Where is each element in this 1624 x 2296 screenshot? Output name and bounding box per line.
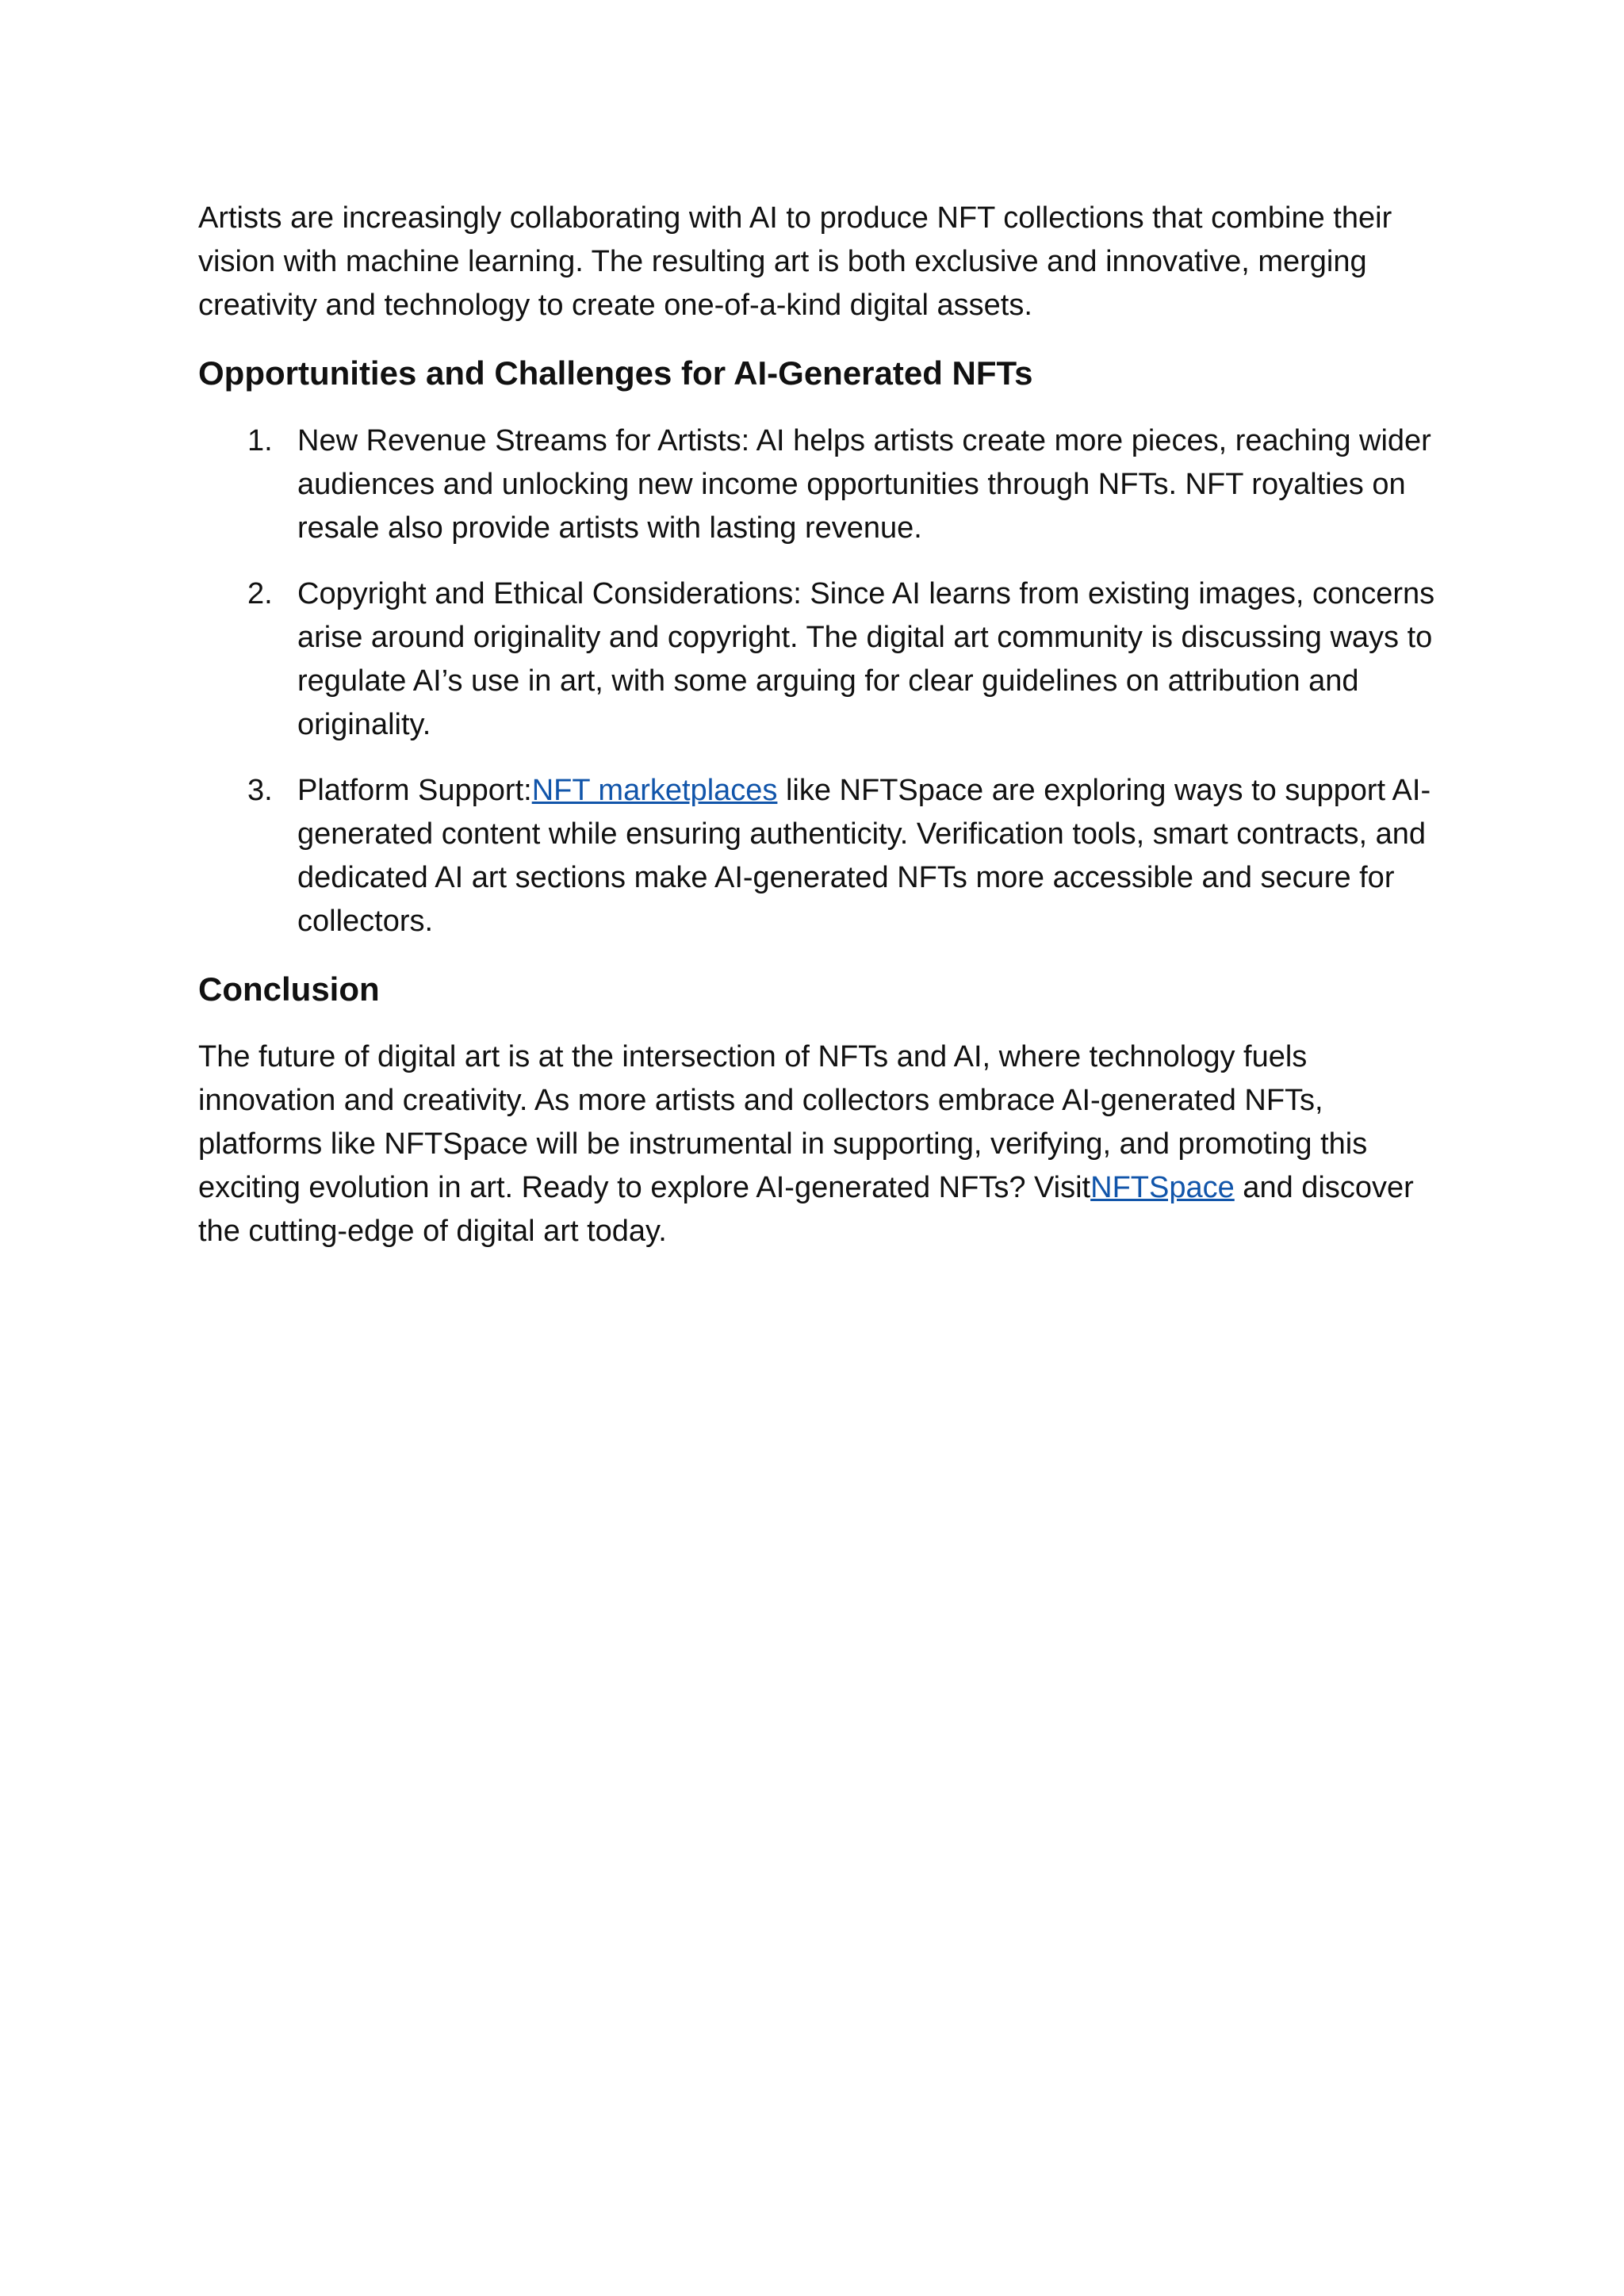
nft-marketplaces-link[interactable]: NFT marketplaces [531,774,778,807]
list-item [198,572,1443,747]
list-item [198,419,1443,550]
nftspace-link[interactable]: NFTSpace [1090,1171,1235,1204]
intro-paragraph: Artists are increasingly collaborating with AI to produce NFT collections that combine their vision with machine learning. The resulting art is both exclusive and innovative, merging creativity and technology to create one-of-a-kind digital assets. [198,201,1392,322]
document-body [198,197,1443,1253]
opportunities-heading: Opportunities and Challenges for AI-Generated NFTs [198,354,1033,392]
list-item-number: 1. [247,424,273,457]
opportunities-list [198,419,1443,943]
conclusion-text-before: The future of digital art is at the intersection of NFTs and AI, where technology fuels innovation and creativity. As more artists and collectors embrace AI-generated NFTs, platforms like NFTSpace will be instrumental in supporting, verifying, and promoting this exciting evolution in art. Ready to explore AI-generated NFTs? Visit [198,1040,1368,1204]
list-item-number: 3. [247,774,273,807]
list-item [198,769,1443,943]
conclusion-text-after: and discover the cutting-edge of digital art today. [198,1171,1414,1248]
list-item-text: Copyright and Ethical Considerations: Since AI learns from existing images, concerns arise around originality and copyright. The digital art community is discussing ways to regulate AI’s use in art, with some arguing for clear guidelines on attribution and originality. [297,577,1435,741]
conclusion-heading: Conclusion [198,970,380,1008]
list-item-text: New Revenue Streams for Artists: AI helps artists create more pieces, reaching wider audiences and unlocking new income opportunities through NFTs. NFT royalties on resale also provide artists with lasting revenue. [297,424,1431,545]
list-item-text-before: Platform Support: [297,774,532,807]
list-item-number: 2. [247,577,273,610]
list-item-text-after: like NFTSpace are exploring ways to support AI-generated content while ensuring authenticity. Verification tools, smart contracts, and dedicated AI art sections make AI-generated NFTs more accessible and secure for collectors. [297,774,1431,938]
conclusion-paragraph [198,1035,1443,1253]
